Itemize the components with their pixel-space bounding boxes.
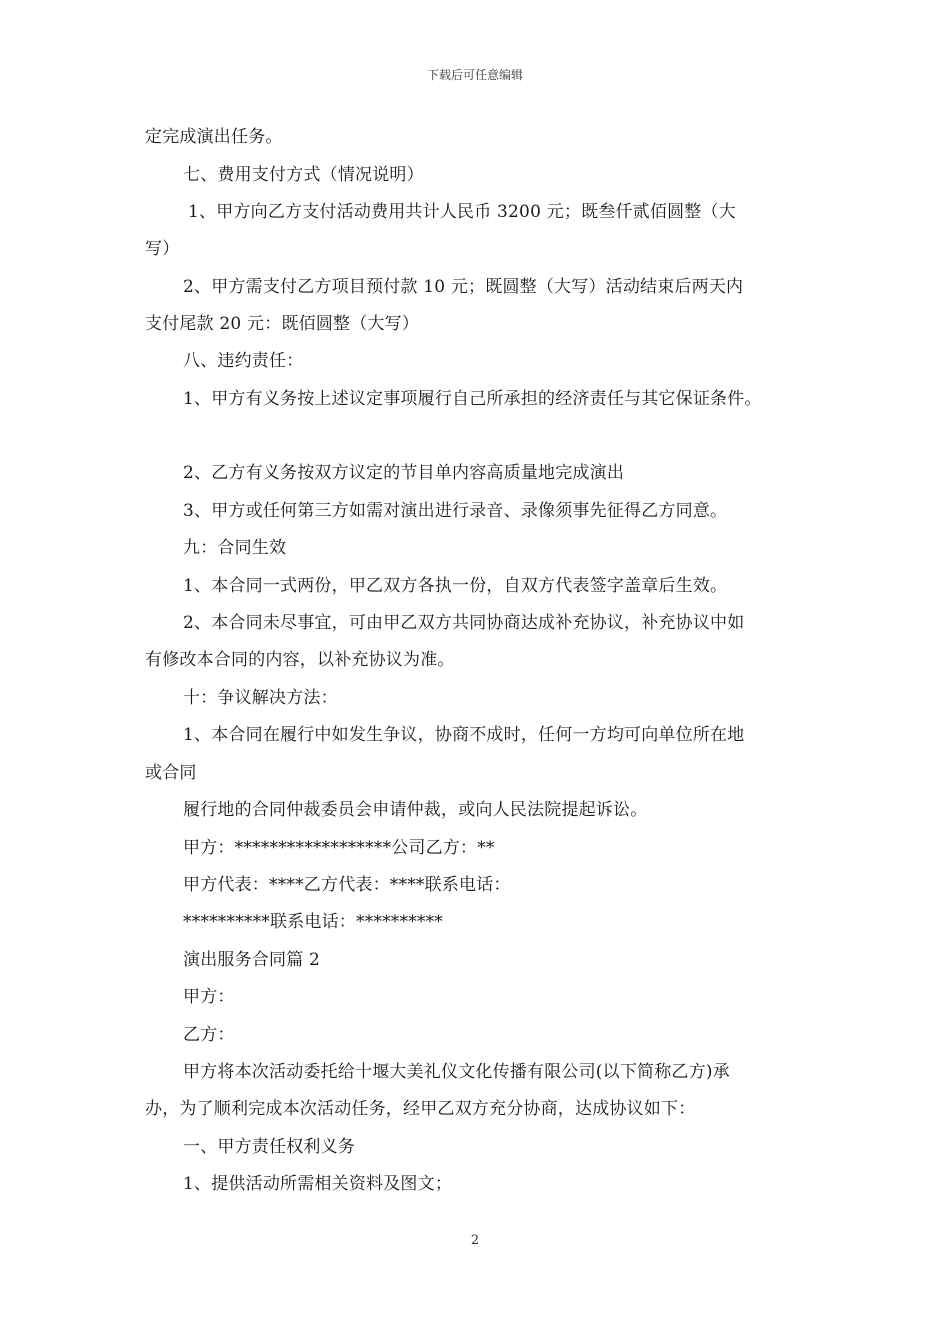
section-heading: 一、甲方责任权利义务: [183, 1137, 355, 1157]
text-line: 2、本合同未尽事宜，可由甲乙双方共同协商达成补充协议，补充协议中如: [183, 613, 745, 633]
text-line: 定完成演出任务。: [145, 127, 283, 147]
signature-line: **********联系电话：**********: [183, 912, 443, 932]
text-line: 1、甲方向乙方支付活动费用共计人民币 3200 元；既叁仟贰佰圆整（大: [188, 202, 736, 222]
party-a-label: 甲方：: [183, 987, 235, 1007]
text-line: 履行地的合同仲裁委员会申请仲裁，或向人民法院提起诉讼。: [183, 800, 648, 820]
section-heading: 八、违约责任：: [183, 351, 304, 371]
signature-line: 甲方代表：****乙方代表：****联系电话：: [183, 875, 511, 895]
section-heading: 七、费用支付方式（情况说明）: [183, 165, 424, 185]
section-heading: 十：争议解决方法：: [183, 688, 338, 708]
text-line: 1、本合同在履行中如发生争议，协商不成时，任何一方均可向单位所在地: [183, 725, 745, 745]
text-line: 支付尾款 20 元：既佰圆整（大写）: [145, 314, 420, 334]
text-line: 办，为了顺利完成本次活动任务，经甲乙双方充分协商，达成协议如下：: [145, 1099, 696, 1119]
text-line: 1、甲方有义务按上述议定事项履行自己所承担的经济责任与其它保证条件。: [183, 389, 762, 409]
text-line: 3、甲方或任何第三方如需对演出进行录音、录像须事先征得乙方同意。: [183, 501, 728, 521]
text-line: 2、乙方有义务按双方议定的节目单内容高质量地完成演出: [183, 463, 625, 483]
text-line: 甲方将本次活动委托给十堰大美礼仪文化传播有限公司(以下简称乙方)承: [183, 1062, 730, 1082]
text-line: 1、提供活动所需相关资料及图文；: [183, 1174, 453, 1194]
text-line: 2、甲方需支付乙方项目预付款 10 元；既圆整（大写）活动结束后两天内: [183, 277, 744, 297]
page-number: 2: [470, 1233, 480, 1248]
section-title: 演出服务合同篇 2: [183, 950, 321, 970]
section-heading: 九：合同生效: [183, 538, 287, 558]
text-line: 1、本合同一式两份，甲乙双方各执一份，自双方代表签字盖章后生效。: [183, 576, 728, 596]
signature-line: 甲方：******************公司乙方：**: [183, 838, 495, 858]
text-line: 有修改本合同的内容，以补充协议为准。: [145, 650, 455, 670]
page-header: 下载后可任意编辑: [426, 68, 523, 82]
text-line: 或合同: [145, 763, 197, 783]
text-line: 写）: [145, 239, 180, 259]
party-b-label: 乙方：: [183, 1025, 235, 1045]
